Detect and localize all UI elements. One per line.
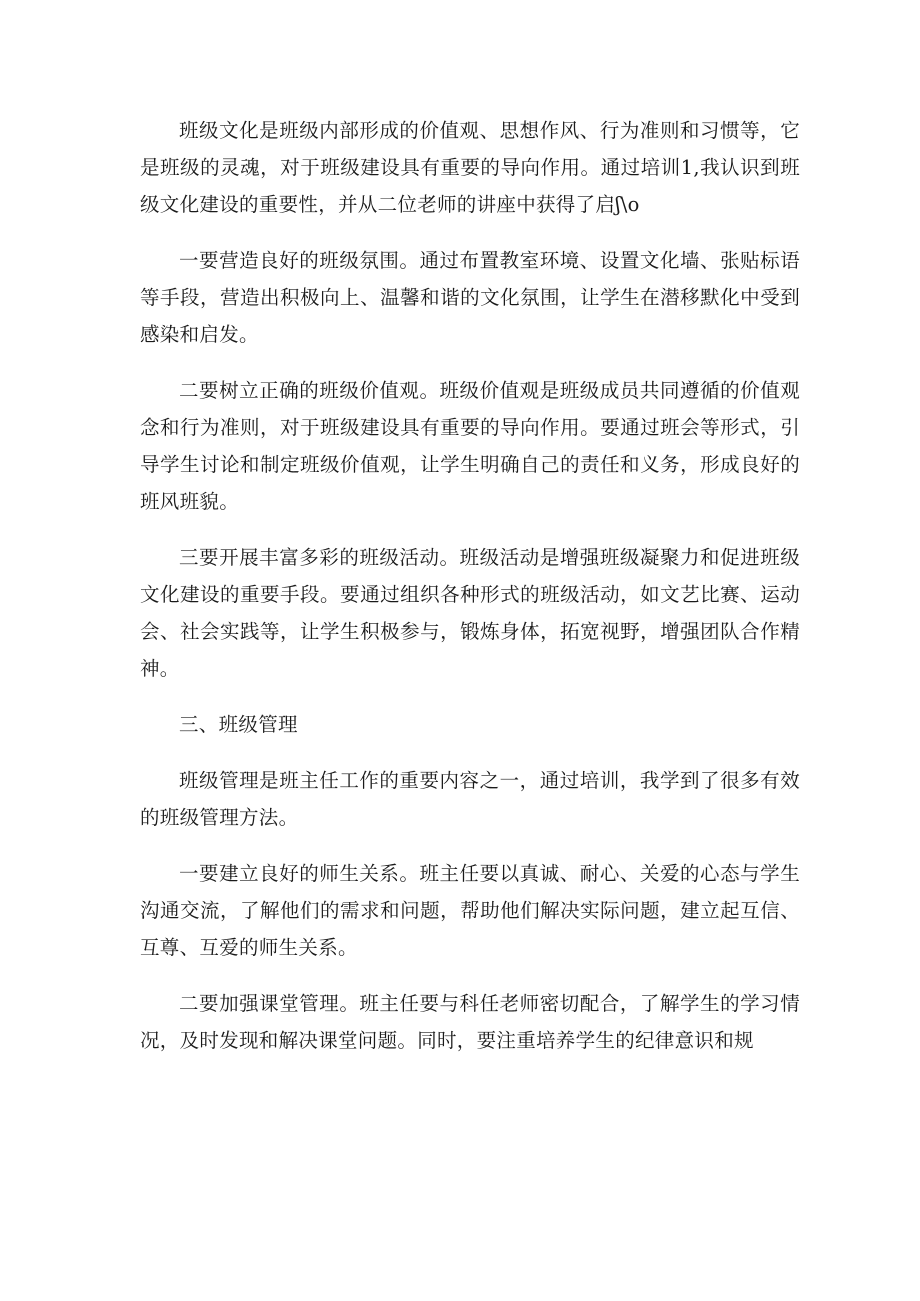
section-heading-class-management: 三、班级管理 xyxy=(179,713,298,736)
paragraph-values: 二要树立正确的班级价值观。班级价值观是班级成员共同遵循的价值观念和行为准则，对于班级建设具有重要的导向作用。要通过班会等形式，引导学生讨论和制定班级价值观，让学生明确自己的责任和义务，形成良好的班风班貌。 xyxy=(140,379,800,513)
paragraph-teacher-student: 一要建立良好的师生关系。班主任要以真诚、耐心、关爱的心态与学生沟通交流，了解他们的需求和问题，帮助他们解决实际问题，建立起互信、互尊、互爱的师生关系。 xyxy=(140,862,800,959)
paragraph-management-intro: 班级管理是班主任工作的重要内容之一，通过培训，我学到了很多有效的班级管理方法。 xyxy=(140,769,800,829)
paragraph-classroom-management: 二要加强课堂管理。班主任要与科任老师密切配合，了解学生的学习情况，及时发现和解决课堂问题。同时，要注重培养学生的纪律意识和规 xyxy=(140,992,800,1052)
paragraph-activities: 三要开展丰富多彩的班级活动。班级活动是增强班级凝聚力和促进班级文化建设的重要手段。要通过组织各种形式的班级活动，如文艺比赛、运动会、社会实践等，让学生积极参与，锻炼身体，拓宽视野，增强团队合作精神。 xyxy=(140,546,800,680)
paragraph-class-culture: 班级文化是班级内部形成的价值观、思想作风、行为准则和习惯等，它是班级的灵魂，对于班级建设具有重要的导向作用。通过培训1,我认识到班级文化建设的重要性，并从二位老师的讲座中获得了启ʃ\o xyxy=(140,119,800,216)
document-body xyxy=(140,112,800,1078)
paragraph-atmosphere: 一要营造良好的班级氛围。通过布置教室环境、设置文化墙、张贴标语等手段，营造出积极向上、温馨和谐的文化氛围，让学生在潜移默化中受到感染和启发。 xyxy=(140,249,800,346)
